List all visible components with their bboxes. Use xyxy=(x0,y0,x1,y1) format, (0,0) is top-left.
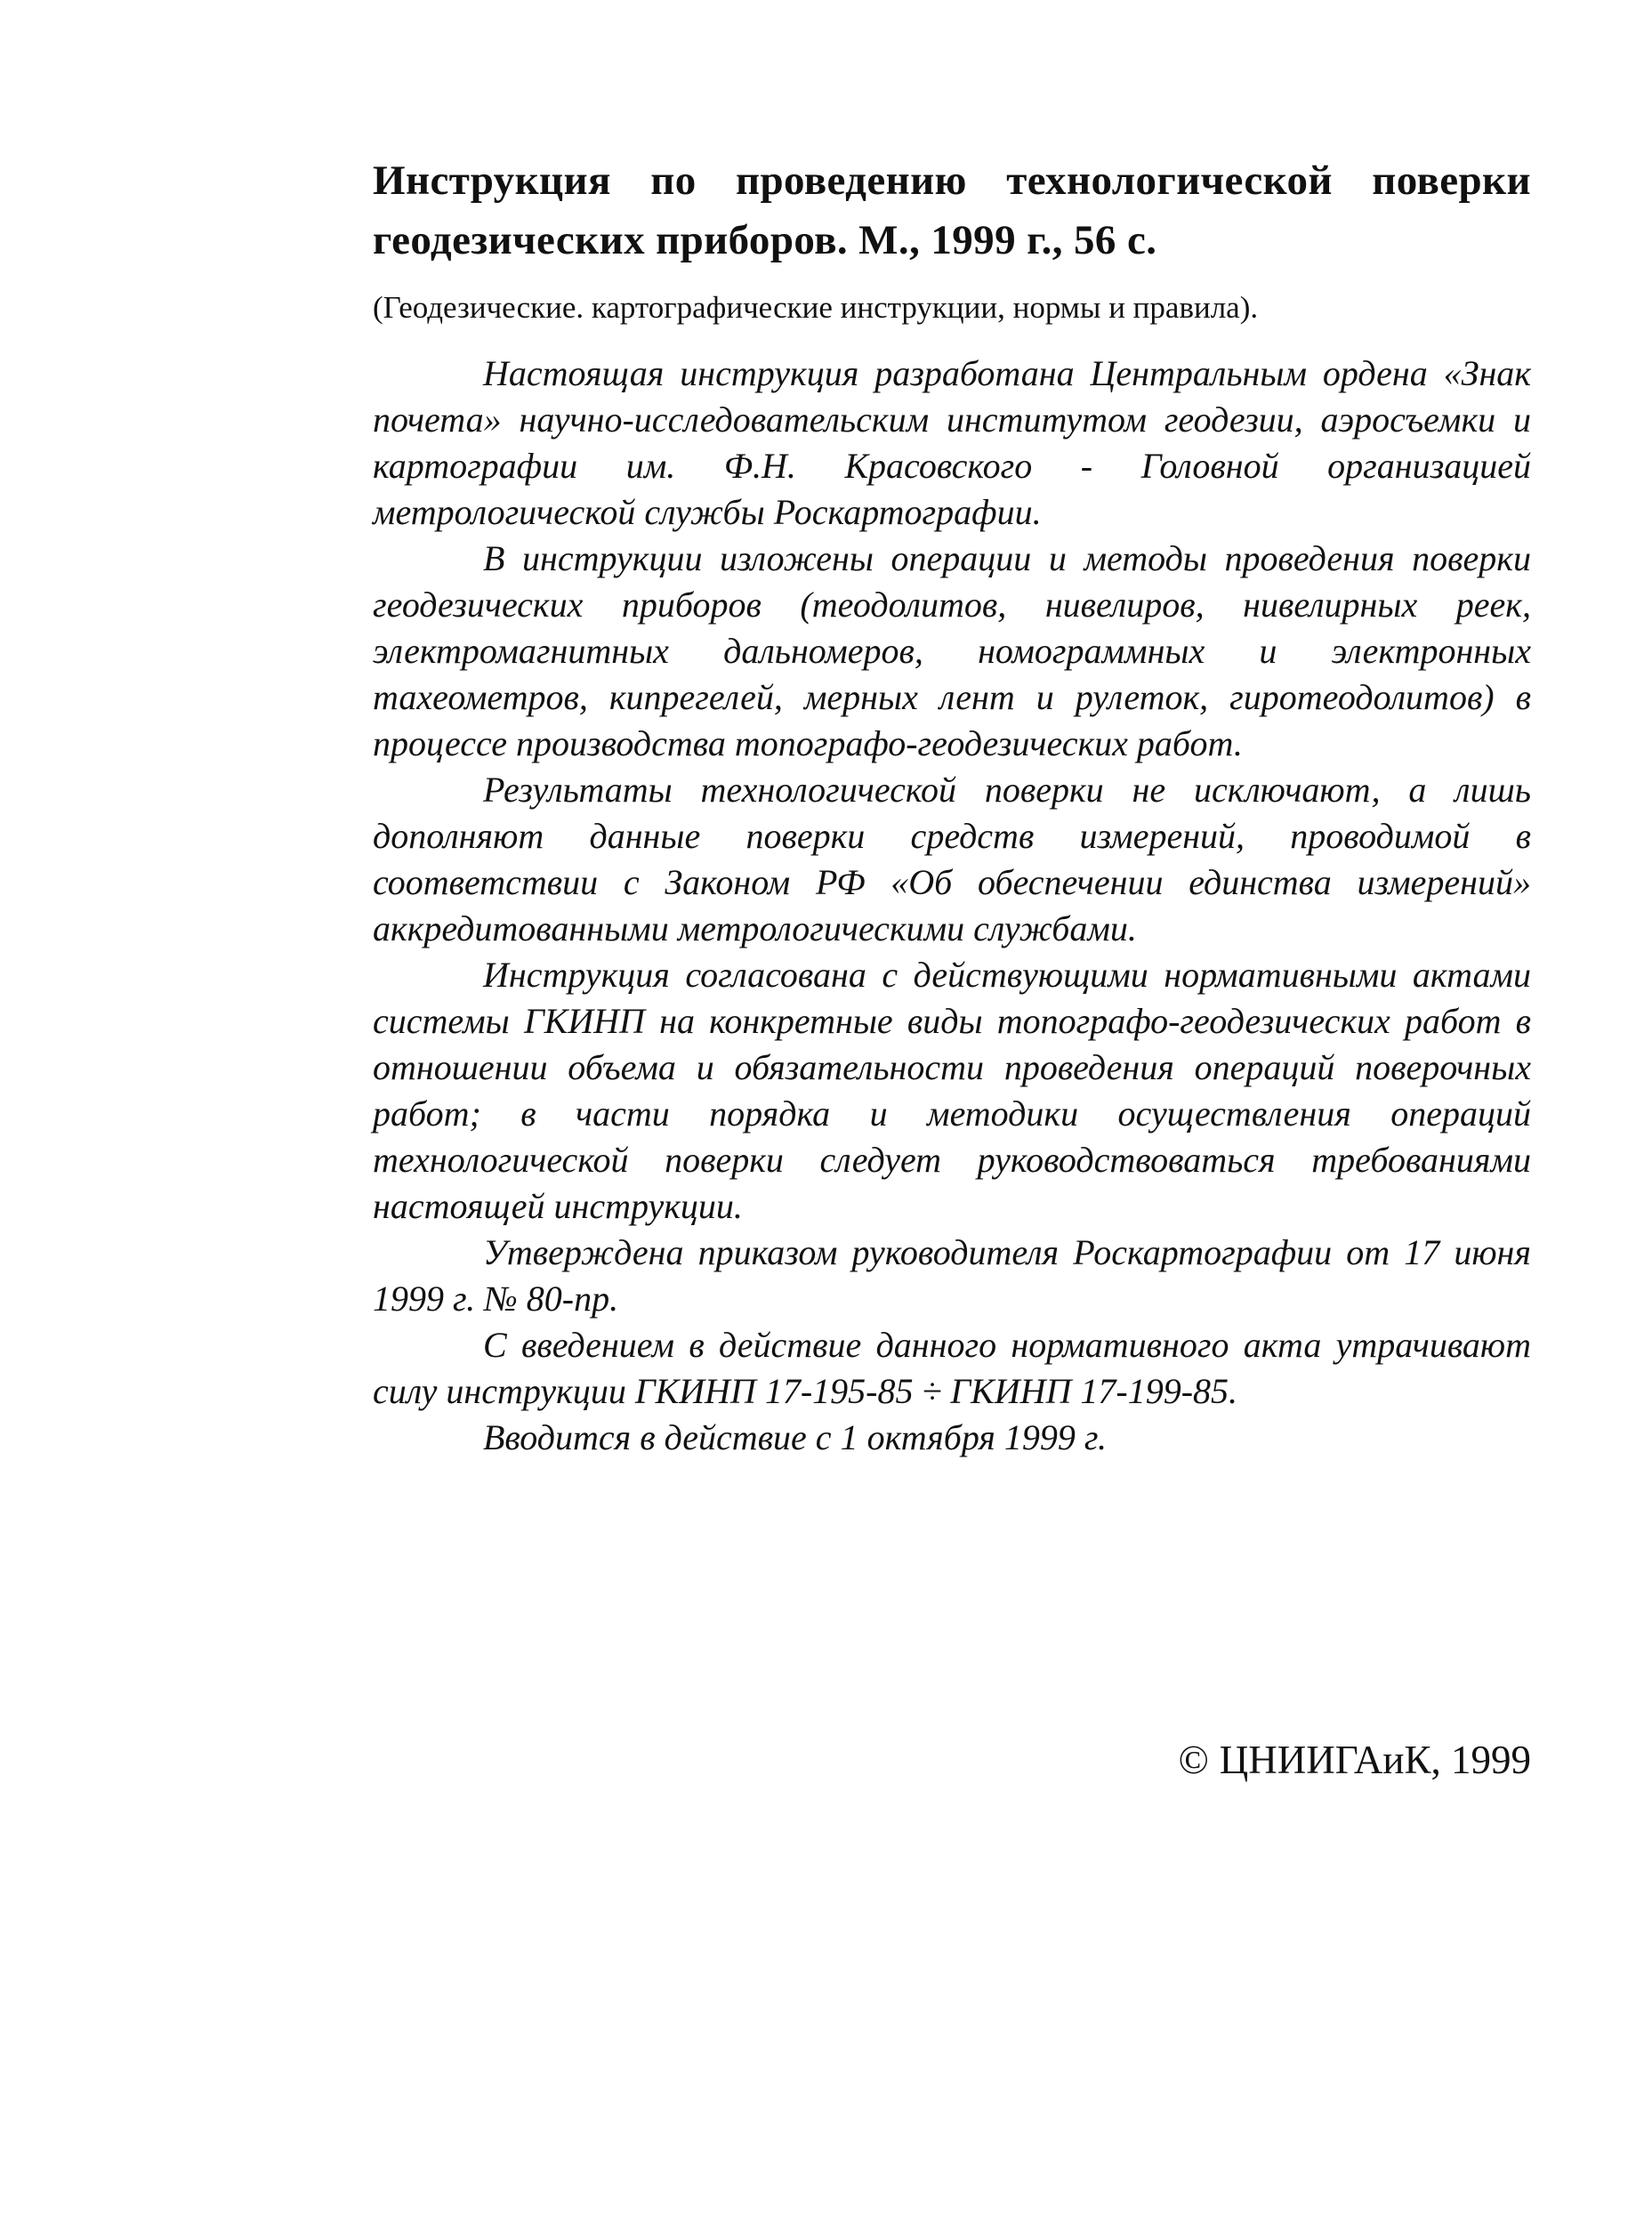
copyright-text: ЦНИИГАиК, 1999 xyxy=(1219,1738,1531,1782)
copyright-line xyxy=(1179,1735,1531,1785)
paragraph-approval: Утверждена приказом руководителя Роскартографии от 17 июня 1999 г. № 80-пр. xyxy=(373,1232,1531,1319)
paragraph-developer: Настоящая инструкция разработана Центральным ордена «Знак почета» научно-исследовательским институтом геодезии, аэросъемки и картографии им. Ф.Н. Красовского - Головной организацией метрологической службы Роскартографии. xyxy=(373,353,1531,532)
paragraph-results: Результаты технологической поверки не исключают, а лишь дополняют данные поверки средств измерений, проводимой в соответствии с Законом РФ «Об обеспечении единства измерений» аккредитованными метрологическими службами. xyxy=(373,770,1531,948)
copyright-icon: © xyxy=(1178,1738,1209,1782)
document-title: Инструкция по проведению технологической поверки геодезических приборов. М., 1999 г., 56 с. xyxy=(373,157,1531,263)
series-note: (Геодезические. картографические инструкции, нормы и правила). xyxy=(373,290,1259,325)
document-page xyxy=(373,151,1531,1461)
paragraph-superseded: С введением в действие данного нормативного акта утрачивают силу инструкции ГКИНП 17-195-85 ÷ ГКИНП 17-199-85. xyxy=(373,1325,1531,1411)
paragraph-agreement: Инструкция согласована с действующими нормативными актами системы ГКИНП на конкретные виды топографо-геодезических работ в отношении объема и обязательности проведения операций поверочных работ; в части порядка и методики осуществления операций технологической поверки следует руководствоваться требованиями настоящей инструкции. xyxy=(373,955,1531,1226)
annotation-body xyxy=(373,351,1531,1461)
paragraph-contents: В инструкции изложены операции и методы проведения поверки геодезических приборов (теодолитов, нивелиров, нивелирных реек, электромагнитных дальномеров, номограммных и электронных тахеометров, кипрегелей, мерных лент и рулеток, гиротеодолитов) в процессе производства топографо-геодезических работ. xyxy=(373,538,1531,763)
paragraph-effective-date: Вводится в действие с 1 октября 1999 г. xyxy=(483,1417,1107,1457)
